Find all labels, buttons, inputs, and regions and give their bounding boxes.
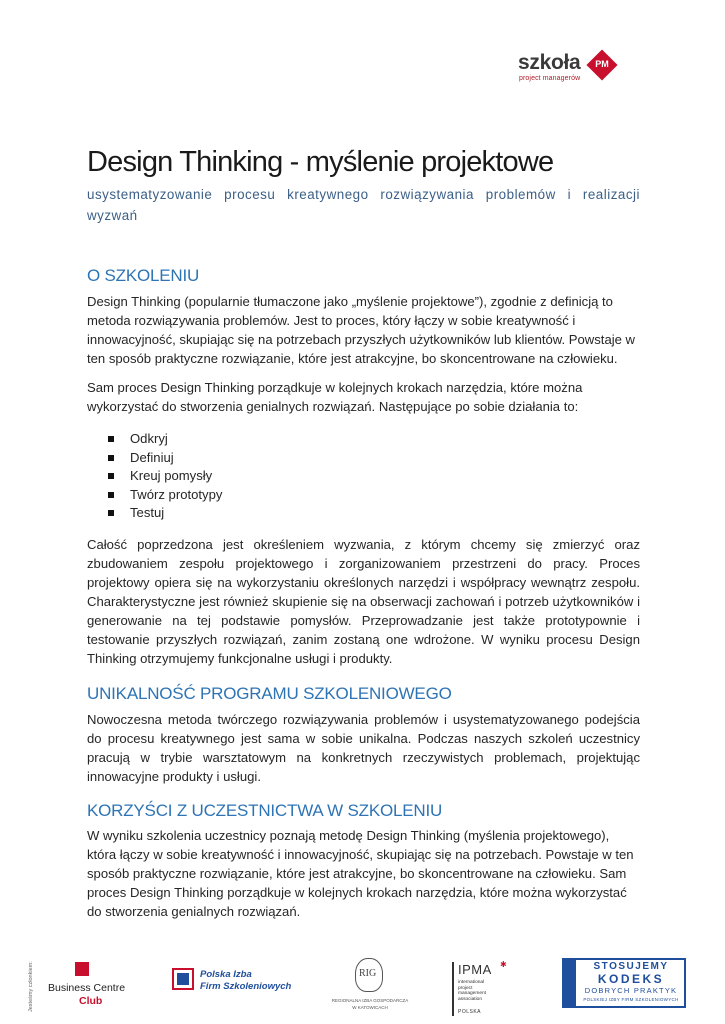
page-subtitle: usystematyzowanie procesu kreatywnego rozwiązywania problemów i realizacji wyzwań	[87, 187, 640, 223]
kodeks-line-4: POLSKIEJ IZBY FIRM SZKOLENIOWYCH	[583, 997, 679, 1002]
logo-wordmark: szkoła	[518, 51, 581, 74]
page-title: Design Thinking - myślenie projektowe	[87, 146, 554, 178]
list-item: Definiuj	[108, 449, 222, 468]
kodeks-side-bar-icon	[564, 960, 576, 1006]
bcc-line-1: Business Centre	[48, 982, 126, 994]
rig-emblem-icon	[355, 958, 383, 992]
ipma-logo	[452, 960, 512, 1020]
kodeks-dobrych-praktyk-logo	[562, 958, 686, 1008]
rig-katowice-logo	[330, 958, 410, 1016]
ipma-full-name: international project management association	[458, 980, 486, 1002]
section-heading-about: O SZKOLENIU	[87, 266, 200, 285]
business-centre-club-logo	[48, 962, 126, 1012]
bcc-square-icon	[75, 962, 89, 976]
member-note: Jesteśmy członkiem:	[28, 961, 34, 1012]
ipma-name: IPMA	[458, 962, 492, 977]
rig-line-2: W KATOWICACH	[352, 1005, 388, 1010]
list-item: Testuj	[108, 504, 222, 523]
rig-emblem-text: RIG	[359, 968, 377, 979]
section-heading-benefits: KORZYŚCI Z UCZESTNICTWA W SZKOLENIU	[87, 801, 443, 820]
list-item: Odkryj	[108, 430, 222, 449]
pifs-logo	[172, 968, 292, 998]
bcc-line-2: Club	[79, 995, 103, 1007]
kodeks-line-3: DOBRYCH PRAKTYK	[584, 986, 678, 995]
logo-badge: PM	[595, 59, 609, 69]
about-paragraph-2: Sam proces Design Thinking porządkuje w kolejnych krokach narzędzia, które można wykorzystać do stworzenia genialnych rozwiązań. Następujące po sobie działania to:	[87, 380, 583, 414]
unique-paragraph: Nowoczesna metoda twórczego rozwiązywania problemów i usystematyzowanego podejścia do procesu kreatywnego jest sama w sobie unikalna. Podczas naszych szkoleń uczestnicy pracują w trybie warsztatowym na konkretnych rzeczywistych problemach, projektując innowacyjne produkty i usługi.	[87, 712, 640, 784]
about-paragraph-1: Design Thinking (popularnie tłumaczone jako „myślenie projektowe”), zgodnie z definicją to metoda rozwiązywania problemów. Jest to proces, który łączy w sobie kreatywność i innowacyjność, skupiając się na potrzebach przyszłych użytkowników lub klientów. Powstaje w ten sposób praktyczne rozwiązanie, które jest atrakcyjne, bo skoncentrowane na człowieku.	[87, 294, 636, 366]
section-heading-unique: UNIKALNOŚĆ PROGRAMU SZKOLENIOWEGO	[87, 684, 452, 703]
membership-footer	[0, 950, 725, 1020]
kodeks-line-1: STOSUJEMY	[593, 961, 669, 972]
ipma-star-icon: ✱	[500, 960, 507, 969]
benefits-paragraph: W wyniku szkolenia uczestnicy poznają metodę Design Thinking (myślenia projektowego), która łączy w sobie kreatywność i innowacyjność, skupiając się na potrzebach. Powstaje w ten sposób praktyczne rozwiązanie, które jest atrakcyjne, bo skoncentrowane na człowieku. Sam proces Design Thinking porządkuje w kolejnych krokach narzędzia, które można wykorzystać do stworzenia genialnych rozwiązań.	[87, 828, 634, 919]
pifs-line-1: Polska Izba	[200, 969, 252, 980]
steps-list	[108, 430, 222, 523]
kodeks-line-2: KODEKS	[597, 972, 665, 986]
list-item: Kreuj pomysły	[108, 467, 222, 486]
list-item: Twórz prototypy	[108, 486, 222, 505]
logo-subtitle: project managerów	[519, 75, 581, 82]
ipma-bar-icon	[452, 962, 454, 1016]
pifs-mark-icon	[172, 968, 194, 990]
szkola-pm-logo	[518, 44, 618, 94]
pifs-line-2: Firm Szkoleniowych	[200, 981, 292, 992]
rig-line-1: REGIONALNA IZBA GOSPODARCZA	[331, 998, 409, 1003]
ipma-country: POLSKA	[458, 1009, 482, 1015]
about-paragraph-3: Całość poprzedzona jest określeniem wyzwania, z którym chcemy się zmierzyć oraz zbudowaniem zespołu projektowego i zorganizowaniem przestrzeni do pracy. Proces projektowy opiera się na wykorzystaniu określonych narzędzi i współpracy wewnątrz zespołu. Charakterystyczne jest również skupienie się na obserwacji zachowań i potrzeb użytkowników i generowanie na tej podstawie pomysłów. Przeprowadzanie jest także prototypownie i testowanie przyszłych rozwiązań, zanim zostaną one wdrożone. W wyniku procesu Design Thinking otrzymujemy funkcjonalne usługi i produkty.	[87, 537, 640, 666]
